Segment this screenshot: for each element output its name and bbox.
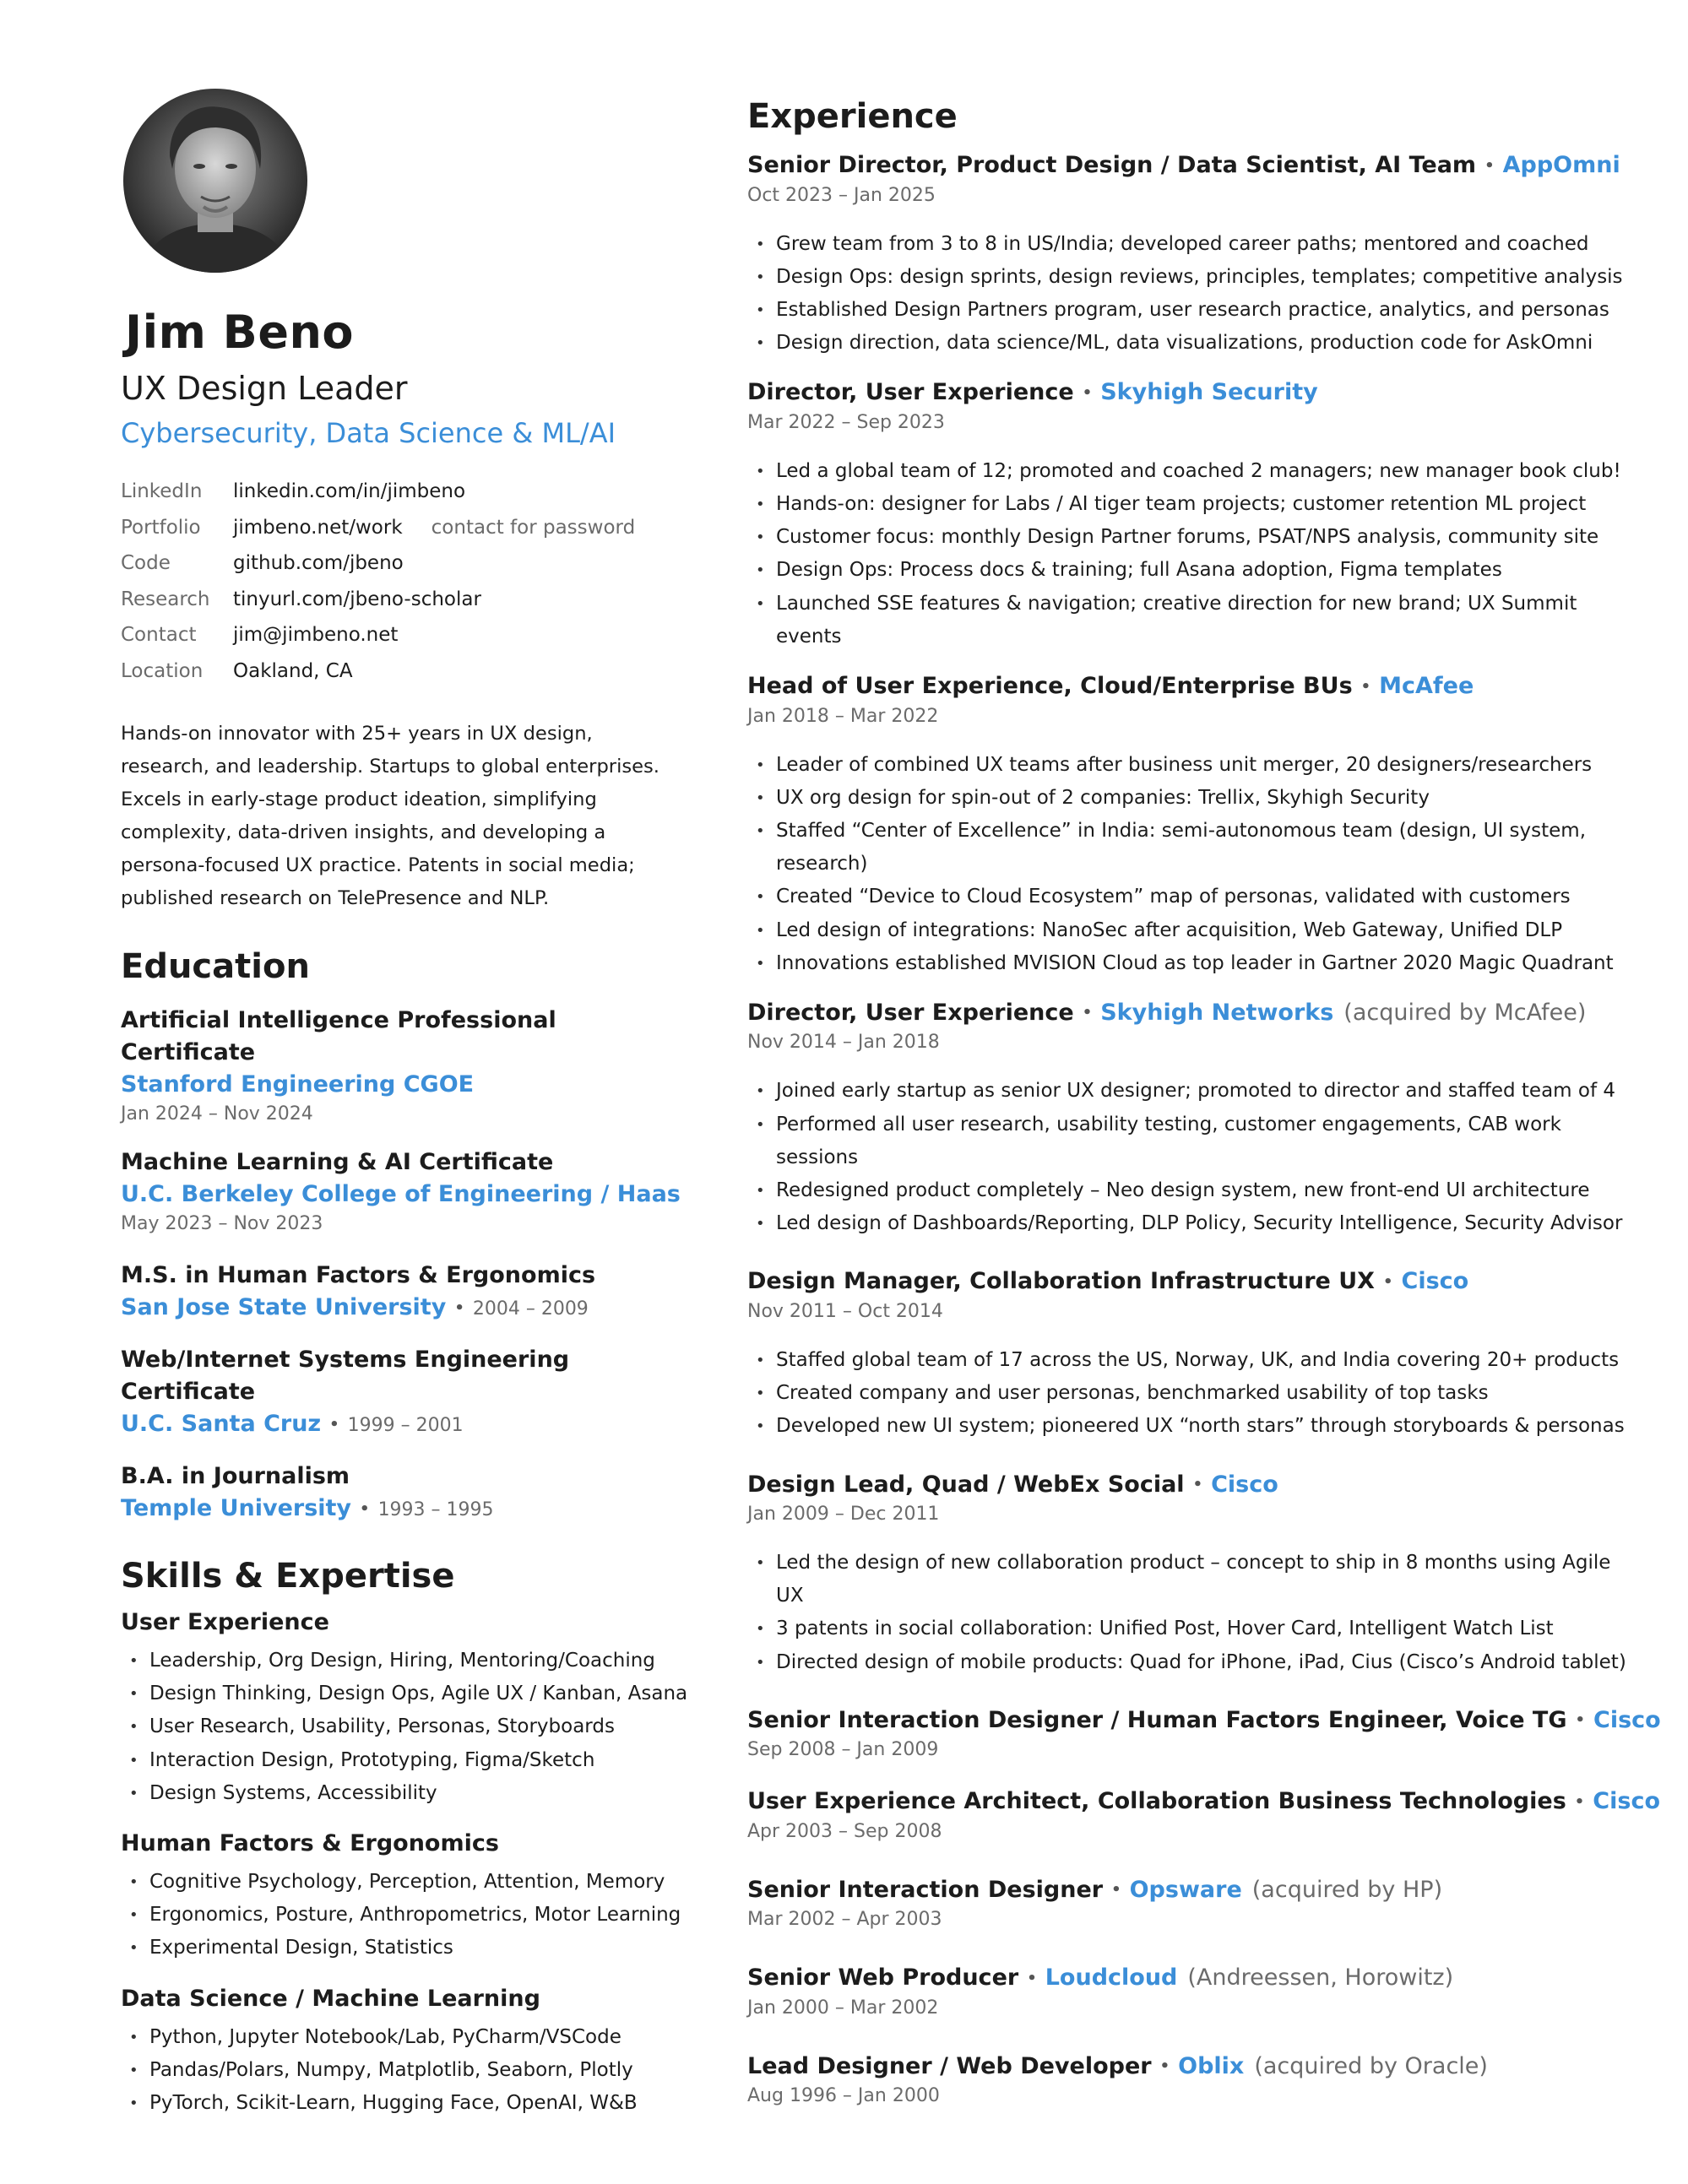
right-column: [747, 95, 1661, 2110]
company-name: Cisco: [1401, 1268, 1469, 1295]
skill-category-title: Data Science / Machine Learning: [121, 1985, 540, 2012]
skill-bullet-list: [121, 1866, 695, 1965]
job-bullet-list: [747, 1075, 1642, 1240]
job-bullet: • Established Design Partners program, user research practice, analytics, and personas: [747, 294, 1642, 327]
bullet-separator: •: [1575, 1711, 1585, 1730]
portfolio-password-note: contact for password: [431, 516, 636, 539]
job-header: [747, 149, 1642, 182]
email-link[interactable]: jim@jimbeno.net: [233, 624, 399, 647]
skills-heading: Skills & Expertise: [121, 1557, 455, 1596]
contact-row-portfolio: [121, 510, 695, 546]
bullet-separator: •: [1484, 156, 1495, 175]
company-note: (acquired by McAfee): [1343, 999, 1587, 1026]
job-bullet-list: [747, 1547, 1642, 1679]
job-role: Lead Designer / Web Developer: [747, 2052, 1152, 2079]
company-note: (acquired by HP): [1251, 1876, 1443, 1903]
bullet-separator: •: [1360, 677, 1371, 696]
job-bullet: • Led design of integrations: NanoSec after acquisition, Web Gateway, Unified DLP: [747, 914, 1642, 947]
education-dates: 1999 – 2001: [347, 1415, 464, 1436]
job-bullet: • Joined early startup as senior UX designer; promoted to director and staffed team of 4: [747, 1075, 1642, 1108]
job-dates: Sep 2008 – Jan 2009: [747, 1739, 939, 1761]
education-item: [121, 1260, 695, 1325]
contact-label: Portfolio: [121, 516, 201, 539]
linkedin-link[interactable]: linkedin.com/in/jimbeno: [233, 480, 466, 503]
education-list: [121, 1005, 695, 1526]
portfolio-link[interactable]: jimbeno.net/work: [233, 516, 403, 539]
job-bullet: • Staffed global team of 17 across the US, Norway, UK, and India covering 20+ products: [747, 1344, 1642, 1377]
job-header: [747, 377, 1642, 409]
company-name: Opsware: [1129, 1876, 1242, 1903]
school-line: [121, 1493, 695, 1526]
skill-item: • Design Thinking, Design Ops, Agile UX / Kanban, Asana: [121, 1677, 695, 1710]
job-role: Design Lead, Quad / WebEx Social: [747, 1471, 1185, 1498]
experience-item: [747, 2051, 1642, 2111]
experience-list: [747, 149, 1661, 2110]
bullet-separator: •: [1192, 1476, 1203, 1494]
school-line: [121, 1292, 695, 1325]
summary-paragraph: Hands-on innovator with 25+ years in UX design, research, and leadership. Startups to global enterprises. Excels in early-stage product ideation, simplifying complexity, data-driven insights, and developing a persona-focused UX practice. Patents in social media; published research on TelePresence and NLP.: [121, 723, 659, 909]
company-note: (acquired by Oracle): [1254, 2052, 1488, 2079]
skill-item: • Python, Jupyter Notebook/Lab, PyCharm/VSCode: [121, 2021, 695, 2054]
left-column: [121, 89, 695, 2120]
job-role: Director, User Experience: [747, 379, 1074, 406]
contact-label: Location: [121, 659, 204, 682]
specialty-subtitle: Cybersecurity, Data Science & ML/AI: [121, 417, 616, 449]
experience-item: [747, 997, 1642, 1241]
company-name: Cisco: [1211, 1471, 1278, 1498]
bullet-separator: •: [329, 1415, 339, 1433]
job-bullet: • Design Ops: Process docs & training; full Asana adoption, Figma templates: [747, 554, 1642, 587]
profile-photo: [123, 89, 307, 273]
job-bullet: • Created “Device to Cloud Ecosystem” map of personas, validated with customers: [747, 881, 1642, 913]
job-role: Senior Web Producer: [747, 1965, 1019, 1992]
job-bullet: • Developed new UI system; pioneered UX “north stars” through storyboards & personas: [747, 1410, 1642, 1443]
job-bullet: • Launched SSE features & navigation; creative direction for new brand; UX Summit events: [747, 588, 1642, 653]
job-bullet-list: [747, 749, 1642, 980]
job-role: Design Manager, Collaboration Infrastructure UX: [747, 1268, 1375, 1295]
education-dates: 2004 – 2009: [472, 1298, 589, 1320]
job-header: [747, 670, 1642, 703]
job-role: Head of User Experience, Cloud/Enterprise BUs: [747, 673, 1353, 700]
bullet-separator: •: [1082, 383, 1093, 402]
job-dates: Nov 2011 – Oct 2014: [747, 1300, 943, 1322]
job-dates: Mar 2022 – Sep 2023: [747, 411, 945, 433]
job-role: Senior Director, Product Design / Data Scientist, AI Team: [747, 152, 1477, 178]
experience-item: [747, 1962, 1642, 2022]
job-role: Director, User Experience: [747, 999, 1074, 1026]
bullet-separator: •: [1382, 1272, 1393, 1291]
company-name: Skyhigh Security: [1100, 379, 1318, 406]
bullet-separator: •: [1082, 1004, 1093, 1022]
job-header: [747, 1265, 1642, 1298]
experience-item: [747, 1786, 1660, 1845]
job-bullet: • Customer focus: monthly Design Partner forums, PSAT/NPS analysis, community site: [747, 521, 1642, 554]
experience-heading: Experience: [747, 97, 958, 136]
job-dates: Jan 2009 – Dec 2011: [747, 1504, 940, 1526]
contact-label: Code: [121, 552, 171, 575]
job-bullet: • Led the design of new collaboration product – concept to ship in 8 months using Agile UX: [747, 1547, 1642, 1612]
job-bullet-list: [747, 455, 1642, 653]
education-dates: 1993 – 1995: [377, 1499, 494, 1520]
job-dates: Apr 2003 – Sep 2008: [747, 1820, 942, 1842]
job-bullet: • Led a global team of 12; promoted and coached 2 managers; new manager book club!: [747, 455, 1642, 488]
bullet-separator: •: [1574, 1792, 1585, 1811]
skill-item: • Experimental Design, Statistics: [121, 1932, 695, 1965]
bullet-separator: •: [1027, 1969, 1037, 1987]
job-dates: Aug 1996 – Jan 2000: [747, 2085, 940, 2107]
job-role: Senior Interaction Designer / Human Factors Engineer, Voice TG: [747, 1706, 1567, 1733]
experience-item: [747, 1874, 1642, 1934]
skill-category-title: User Experience: [121, 1609, 329, 1635]
skill-item: • User Research, Usability, Personas, Storyboards: [121, 1710, 695, 1743]
job-header: [747, 1469, 1642, 1502]
contact-row-code: [121, 545, 695, 582]
job-role: Senior Interaction Designer: [747, 1876, 1104, 1903]
company-name: AppOmni: [1502, 152, 1620, 178]
job-bullet: • 3 patents in social collaboration: Unified Post, Hover Card, Intelligent Watch List: [747, 1612, 1642, 1645]
experience-item: [747, 670, 1642, 980]
job-bullet: • Led design of Dashboards/Reporting, DLP Policy, Security Intelligence, Security Advisor: [747, 1207, 1642, 1240]
degree-name: B.A. in Journalism: [121, 1463, 350, 1489]
job-bullet: • Staffed “Center of Excellence” in India: semi-autonomous team (design, UI system, research): [747, 815, 1642, 881]
company-name: Cisco: [1593, 1788, 1660, 1815]
job-bullet-list: [747, 228, 1642, 360]
github-link[interactable]: github.com/jbeno: [233, 552, 404, 575]
experience-item: [747, 149, 1642, 360]
experience-item: [747, 377, 1642, 653]
job-header: [747, 1786, 1660, 1818]
skill-bullet-list: [121, 2021, 695, 2121]
contact-row-location: [121, 653, 695, 690]
degree-name: Machine Learning & AI Certificate: [121, 1149, 554, 1175]
job-bullet: • UX org design for spin-out of 2 companies: Trellix, Skyhigh Security: [747, 782, 1642, 815]
bullet-separator: •: [360, 1499, 370, 1518]
company-name: Skyhigh Networks: [1100, 999, 1334, 1026]
skill-item: • Interaction Design, Prototyping, Figma/Sketch: [121, 1744, 695, 1777]
job-bullet-list: [747, 1344, 1642, 1444]
school-name: Temple University: [121, 1495, 352, 1521]
job-header: [747, 1704, 1661, 1737]
skill-bullet-list: [121, 1645, 695, 1810]
skill-item: • PyTorch, Scikit-Learn, Hugging Face, OpenAI, W&B: [121, 2087, 695, 2120]
school-name: Stanford Engineering CGOE: [121, 1071, 475, 1097]
contact-label: Contact: [121, 624, 197, 647]
job-bullet: • Redesigned product completely – Neo design system, new front-end UI architecture: [747, 1174, 1642, 1207]
job-dates: Nov 2014 – Jan 2018: [747, 1032, 940, 1054]
bullet-separator: •: [454, 1298, 464, 1317]
company-name: Loudcloud: [1045, 1965, 1178, 1992]
contact-label: Research: [121, 588, 210, 610]
job-bullet: • Hands-on: designer for Labs / AI tiger team projects; customer retention ML project: [747, 488, 1642, 521]
job-bullet: • Directed design of mobile products: Quad for iPhone, iPad, Cius (Cisco’s Android tablet): [747, 1646, 1642, 1679]
job-dates: Mar 2002 – Apr 2003: [747, 1909, 942, 1931]
job-title: UX Design Leader: [121, 370, 408, 407]
skill-item: • Leadership, Org Design, Hiring, Mentoring/Coaching: [121, 1645, 695, 1677]
person-name: Jim Beno: [125, 306, 354, 359]
avatar: [123, 89, 307, 273]
job-header: [747, 2051, 1642, 2084]
job-role: User Experience Architect, Collaboration Business Technologies: [747, 1788, 1566, 1815]
job-dates: Jan 2000 – Mar 2002: [747, 1997, 939, 2019]
school-name: U.C. Berkeley College of Engineering / Haas: [121, 1181, 681, 1207]
skill-item: • Ergonomics, Posture, Anthropometrics, Motor Learning: [121, 1899, 695, 1932]
skills-list: [121, 1607, 695, 2120]
degree-name: M.S. in Human Factors & Ergonomics: [121, 1262, 596, 1288]
skill-category-title: Human Factors & Ergonomics: [121, 1830, 499, 1857]
job-header: [747, 1874, 1642, 1907]
experience-item: [747, 1265, 1642, 1443]
job-bullet: • Innovations established MVISION Cloud as top leader in Gartner 2020 Magic Quadrant: [747, 947, 1642, 980]
school-line: [121, 1408, 695, 1442]
location-value: Oakland, CA: [233, 659, 353, 682]
company-name: Cisco: [1593, 1706, 1661, 1733]
job-dates: Oct 2023 – Jan 2025: [747, 184, 936, 206]
education-dates: May 2023 – Nov 2023: [121, 1213, 323, 1234]
company-name: Oblix: [1178, 2052, 1245, 2079]
skill-item: • Design Systems, Accessibility: [121, 1777, 695, 1810]
job-bullet: • Design Ops: design sprints, design reviews, principles, templates; competitive analysis: [747, 261, 1642, 294]
education-item: [121, 1461, 695, 1526]
research-link[interactable]: tinyurl.com/jbeno-scholar: [233, 588, 481, 610]
education-item: [121, 1344, 695, 1442]
education-dates: Jan 2024 – Nov 2024: [121, 1103, 313, 1125]
experience-item: [747, 1469, 1642, 1679]
education-heading: Education: [121, 947, 310, 986]
experience-item: [747, 1704, 1661, 1764]
job-dates: Jan 2018 – Mar 2022: [747, 705, 939, 727]
degree-name: Web/Internet Systems Engineering Certificate: [121, 1347, 570, 1405]
job-bullet: • Design direction, data science/ML, data visualizations, production code for AskOmni: [747, 327, 1642, 360]
degree-name: Artificial Intelligence Professional Certificate: [121, 1007, 556, 1065]
contact-list: [121, 474, 695, 689]
school-name: San Jose State University: [121, 1294, 447, 1320]
company-name: McAfee: [1379, 673, 1474, 700]
job-bullet: • Performed all user research, usability testing, customer engagements, CAB work sessions: [747, 1108, 1642, 1174]
job-bullet: • Grew team from 3 to 8 in US/India; developed career paths; mentored and coached: [747, 228, 1642, 261]
skill-item: • Cognitive Psychology, Perception, Attention, Memory: [121, 1866, 695, 1899]
bullet-separator: •: [1159, 2057, 1170, 2076]
contact-label: LinkedIn: [121, 480, 203, 503]
job-bullet: • Created company and user personas, benchmarked usability of top tasks: [747, 1377, 1642, 1410]
education-item: [121, 1005, 695, 1128]
job-bullet: • Leader of combined UX teams after business unit merger, 20 designers/researchers: [747, 749, 1642, 782]
company-note: (Andreessen, Horowitz): [1187, 1965, 1454, 1992]
skill-item: • Pandas/Polars, Numpy, Matplotlib, Seaborn, Plotly: [121, 2054, 695, 2087]
job-header: [747, 1962, 1642, 1995]
contact-row-email: [121, 617, 695, 653]
contact-row-research: [121, 582, 695, 618]
contact-row-linkedin: [121, 474, 695, 510]
school-name: U.C. Santa Cruz: [121, 1411, 322, 1437]
bullet-separator: •: [1111, 1881, 1121, 1899]
job-header: [747, 997, 1642, 1030]
education-item: [121, 1146, 695, 1238]
